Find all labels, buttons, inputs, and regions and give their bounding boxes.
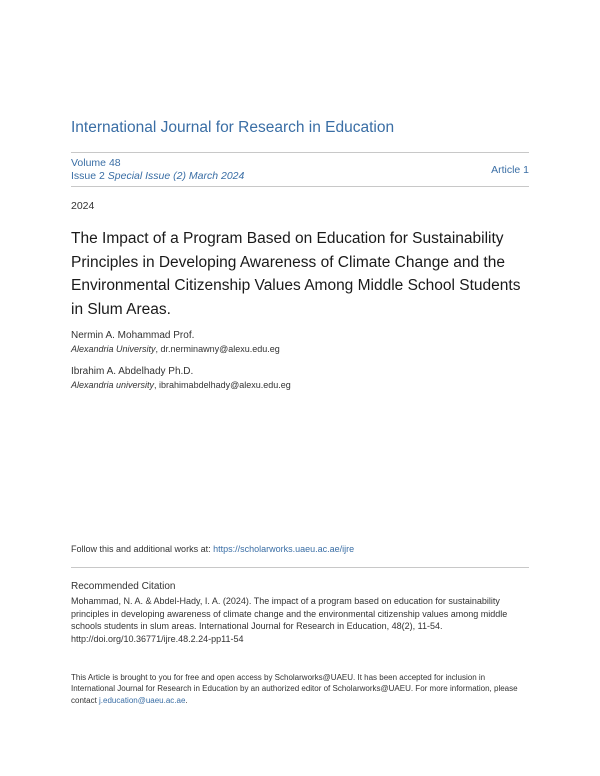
access-notice [71,672,531,706]
author-name-2: Ibrahim A. Abdelhady Ph.D. [71,366,194,377]
citation-body: Mohammad, N. A. & Abdel-Hady, I. A. (2024). The impact of a program based on education for sustainability principles in developing awareness of climate change and the environmental citizenship values among middle schools students in slum areas. International Journal for Research in Education, 48(2), 11-54. http://doi.org/10.36771/ijre.48.2.24-pp11-54 [71,596,508,644]
volume-issue [71,157,244,183]
article-link[interactable]: Article 1 [491,164,529,176]
issue-number: Issue 2 [71,170,108,182]
contact-email-link[interactable]: j.education@uaeu.ac.ae [99,695,186,705]
citation-heading: Recommended Citation [71,581,176,592]
author-affiliation-2 [71,380,291,390]
follow-text: Follow this and additional works at: [71,544,214,554]
affiliation-name-1: Alexandria University [71,344,156,354]
journal-title[interactable]: International Journal for Research in Education [71,119,395,136]
paper-title: The Impact of a Program Based on Education for Sustainability Principles in Developing Awareness of Climate Change and the Environmental Citizenship Values Among Middle School Students in Slum Areas. [71,230,521,318]
author-email-1: , dr.nerminawny@alexu.edu.eg [155,344,280,354]
citation-divider [71,567,529,568]
notice-text: This Article is brought to you for free and open access by Scholarworks@UAEU. It has been accepted for inclusion in International Journal for Research in Education by an authorized editor of Scholarworks@UAEU. For more information, please contact [71,673,518,705]
author-affiliation-1 [71,344,280,354]
publication-year: 2024 [71,200,95,212]
issue-special: Special Issue (2) March 2024 [107,170,245,182]
mid-divider [71,186,529,187]
volume-link[interactable]: Volume 48 [71,157,121,169]
top-divider [71,152,529,153]
author-name-1: Nermin A. Mohammad Prof. [71,330,195,341]
affiliation-name-2: Alexandria university [71,380,155,390]
repository-link[interactable]: https://scholarworks.uaeu.ac.ae/ijre [213,544,355,554]
issue-link[interactable] [71,170,244,183]
author-email-2: , ibrahimabdelhady@alexu.edu.eg [154,380,291,390]
follow-line [71,544,354,554]
notice-end: . [185,695,188,705]
